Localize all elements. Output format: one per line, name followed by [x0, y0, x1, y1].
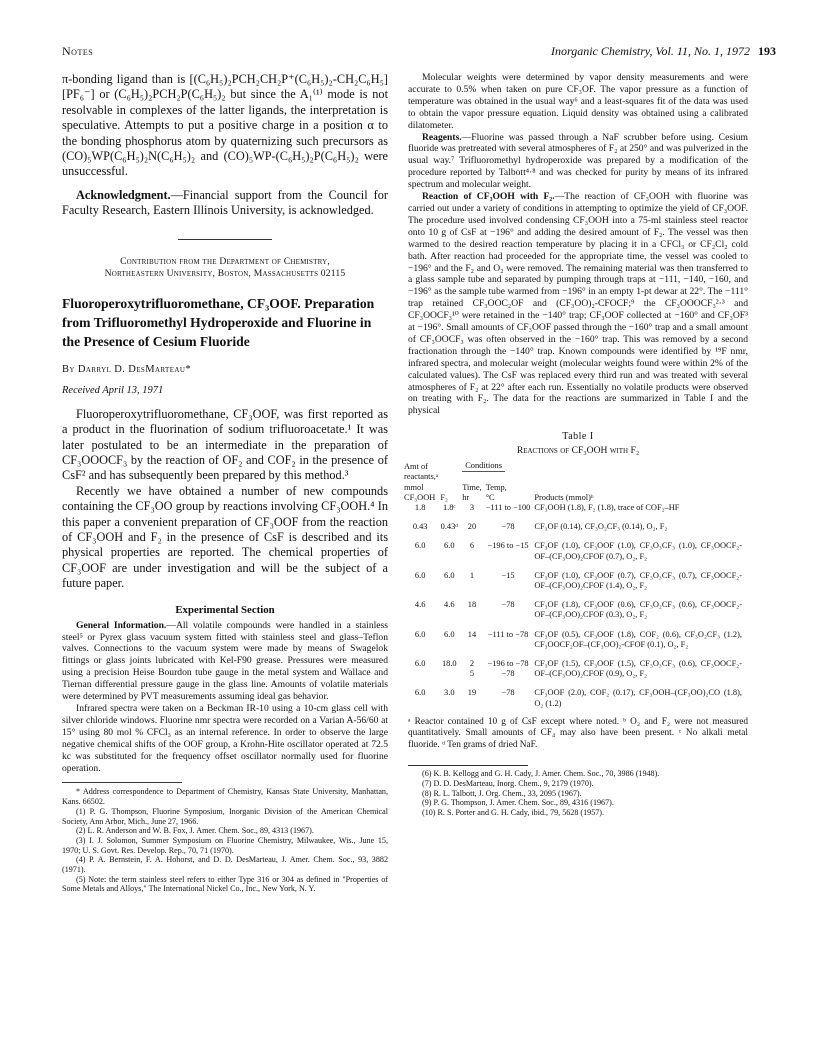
cell-cf3ooh: 4.6 [414, 600, 426, 610]
footnote: (9) P. G. Thompson, J. Amer. Chem. Soc., 89, 4316 (1967). [422, 798, 614, 808]
cell-temp: −111 to −100 [485, 502, 531, 512]
table-row [402, 513, 744, 532]
table-header-time: Time, [462, 482, 482, 492]
contribution-institution: Northeastern University, Boston, Massachusetts 02115 [104, 267, 346, 279]
cell-time: 18 [467, 600, 477, 610]
footnote: (2) L. R. Anderson and W. B. Fox, J. Amer. Chem. Soc., 89, 4313 (1967). [76, 826, 314, 836]
cell-f2: 6.0 [444, 629, 455, 639]
cell-cf3ooh: 6.0 [414, 629, 426, 639]
cell-temp: −78 [501, 600, 515, 610]
footnotes-left [62, 787, 388, 894]
table-header-amount: Amt of [404, 462, 428, 472]
footnote-divider [62, 782, 182, 783]
footnote: (10) R. S. Porter and G. H. Cady, ibid., 79, 5628 (1957). [422, 808, 605, 818]
table-header-cf3ooh: CF₃OOH [404, 492, 436, 502]
section-name: Notes [62, 44, 94, 58]
journal-name: Inorganic Chemistry, Vol. 11, No. 1, 1972 [551, 44, 750, 58]
intro-paragraph-1: Fluoroperoxytrifluoromethane, CF₃OOF, was first reported as a product in the fluorination of sodium trifluoroacetate.¹ It was later postulated to be an intermediate in the preparation of CF₃OOOCF₃ by the reaction of OF₂ and COF₂ in the presence of CsF² and has subsequently been prepared by this method.³ [62, 406, 388, 483]
cell-time: 2 5 [469, 658, 475, 679]
table-header-products: Products (mmol)ᵇ [534, 492, 594, 502]
acknowledgment [62, 188, 388, 219]
footnote: (4) P. A. Bernstein, F. A. Hohorst, and D. D. DesMarteau, J. Amer. Chem. Soc., 93, 3882 (1971). [62, 855, 388, 875]
footnote: (1) P. G. Thompson, Fluorine Symposium, Inorganic Division of the American Chemical Society, Ann Arbor, Mich., June 27, 1966. [62, 806, 388, 826]
received-date: Received April 13, 1971 [62, 384, 164, 396]
cell-temp: −111 to −78 [487, 629, 529, 639]
cell-time: 20 [467, 522, 477, 532]
contribution-line [62, 256, 388, 280]
general-information-text: —All volatile compounds were handled in a stainless steel⁵ or Pyrex glass vacuum system fitted with stainless steel and glass–Teflon valves. Connections to the vacuum system were made by means of Swagelok fittings or glass joints lubricated with Kel-F90 grease. Pressures were measured using a precision Heise Bourdon tube gauge in the metal system and Wallace and Tiernan differential pressure gauge in the glass line. Amounts of volatile materials were determined by PVT measurements assuming ideal gas behavior. [62, 619, 389, 703]
footnote: (8) R. L. Talbott, J. Org. Chem., 33, 2095 (1967). [422, 788, 582, 798]
cell-products: CF₃OF (1.5), CF₃OOF (1.5), CF₃O₃CF₃ (0.6), CF₃OOCF₂-OF–(CF₃OO)₂CFOF (0.9), O₂, F₂ [534, 658, 742, 679]
reaction-text: —The reaction of CF₃OOH with fluorine was carried out under a variety of conditions in attempting to optimize the yield of CF₃OOF. The procedure used involved condensing CF₃OOH into a 75-ml stainless steel reactor onto 10 g of CsF at −196° and adding the desired amount of F₂. The vessel was then warmed to the desired reaction temperature by placing it in a CFCl₃ or CF₂Cl₂ cold bath. After reaction had proceeded for the appropriate time, the vessel was cooled to −196° and the F₂ and O₂ were removed. The remaining material was then transferred to a glass sample tube and separated by pumping through traps at −111, −140, −160, and −196° as the sample tube warmed from −196° in an empty 1-pt dewar at 22°. The −111° trap retained CF₃OOC₂OF and (CF₃OO)₂-CFOCF;⁹ the CF₃OOOCF₃²·³ and CF₃OOCF₃¹⁰ were retained in the −140° trap; CF₃OOF collected at −160° and CF₃OF³ at −196°. Small amounts of CF₃OOF passed through the −160° trap and a small amount of CF₃OOCF₃ was often observed in the −160° trap. This was removed by a second fractionation through the −140° trap. Known compounds were identified by ¹⁹F nmr, infrared spectra, and molecular weight (molecular weights found were within 2% of the calculated values). The CsF was replaced every third run and was treated with several atmospheres of F₂ at 22° after each run. Essentially no volatile products were observed on treating with F₂. The data for the reactions are summarized in Table I and the physical [408, 191, 748, 417]
spectra-paragraph: Infrared spectra were taken on a Beckman IR-10 using a 10-cm glass cell with silver chloride windows. Fluorine nmr spectra were recorded on a Varian A-56/60 at 15° using 80 mol % CFCl₃ as an internal reference. In order to observe the large negative chemical shifts of the OOF group, a Krohn-Hite oscillator operated at 72.5 kc was substituted for the frequency offset oscillator normally used for fluorine operation. [62, 703, 388, 774]
cell-temp: −78 [501, 688, 515, 698]
cell-products: CF₃OF (1.8), CF₃OOF (0.6), CF₃O₂CF₃ (0.6), CF₃OOCF₂-OF–(CF₃OO)₂CFOF (0.3), O₂, F₂ [534, 600, 742, 620]
table-row [402, 621, 744, 650]
acknowledgment-heading: Acknowledgment. [76, 187, 171, 202]
left-column [62, 72, 388, 894]
cell-cf3ooh: 6.0 [414, 541, 426, 551]
author-byline: By Darryl D. DesMarteau* [62, 363, 191, 375]
footnote: (7) D. D. DesMarteau, Inorg. Chem., 9, 2179 (1970). [422, 778, 594, 788]
reagents-text: —Fluorine was passed through a NaF scrubber before using. Cesium fluoride was pretreated with several atmospheres of F₂ at 250° and was pulverized in the usual way.⁷ Trifluoromethyl hydroperoxide was prepared by a modification of the procedure reported by Talbott⁴·⁸ and was checked for purity by means of its infrared spectrum and molecular weight. [408, 131, 748, 191]
table-label: Table I [562, 431, 594, 443]
footnote: (3) I. J. Solomon, Summer Symposium on Fluorine Chemistry, Milwaukee, Wis., June 15, 1970; U. S. Govt. Res. Develop. Rep., 70, 71 (1970). [62, 835, 388, 855]
table-header-time-unit: hr [462, 492, 470, 502]
journal-citation [551, 44, 776, 59]
reaction-paragraph [408, 191, 748, 417]
cell-temp: −15 [501, 570, 515, 580]
cell-products: CF₃OF (0.5), CF₃OOF (1.8), COF₂ (0.6), CF₃O₂CF₃ (1.2), CF₃OOCF₂OF–(CF₃OO)₂-CFOF (0.1), O₂, F₂ [534, 629, 742, 649]
cell-f2: 1.8ᶜ [442, 502, 456, 512]
reagents-paragraph [408, 132, 748, 192]
footnote-divider [408, 765, 528, 766]
table-row [402, 679, 744, 708]
cell-products: CF₃OF (1.0), CF₃OOF (0.7), CF₃O₃CF₃ (0.7), CF₃OOCF₂-OF–(CF₃OO)₂CFOF (1.4), O₂, F₂ [534, 570, 742, 590]
table-row [402, 650, 744, 679]
cell-cf3ooh: 6.0 [414, 688, 426, 698]
cell-f2: 4.6 [444, 600, 455, 610]
table-row [402, 532, 744, 561]
cell-cf3ooh: 6.0 [414, 570, 426, 580]
table-header-temp-unit: °C [485, 492, 495, 502]
table-header-reactants: reactants,ᵃ mmol [404, 472, 439, 492]
cell-time: 19 [467, 688, 477, 698]
footnotes-right [408, 769, 748, 818]
continued-paragraph: π-bonding ligand than is [(C₆H₅)₂PCH₂CH₂P⁺(C₆H₅)₂-CH₂C₆H₅][PF₆⁻] or (C₆H₅)₂PCH₂P(C₆H₅)₂ but since the A₁⁽¹⁾ mode is not resolvable in complexes of the latter ligands, the interpretation is speculative. Attempts to put a positive charge in a position α to the bonding phosphorus atom by quaternizing such precursors as (CO)₅WP(C₆H₅)₂N(C₆H₅)₂ and (CO)₅WP-(C₆H₅)₂P(C₆H₅)₂ were unsuccessful. [62, 72, 388, 179]
cell-cf3ooh: 0.43 [412, 522, 428, 532]
acknowledgment-text: —Financial support from the Council for Faculty Research, Eastern Illinois University, is acknowledged. [62, 187, 388, 218]
cell-f2: 18.0 [441, 658, 457, 668]
cell-products: CF₃OOH (1.8), F₂ (1.8), trace of COF₂–HF [534, 502, 680, 512]
general-information-heading: General Information. [76, 619, 167, 631]
cell-products: CF₃OOF (2.0), COF₂ (0.17), CF₃OOH–(CF₃OO)₂CO (1.8), O₂ (1.2) [534, 688, 742, 708]
cell-temp: −196 to −78 −78 [487, 658, 529, 679]
reactions-table [402, 461, 744, 709]
cell-products: CF₃OF (1.0), CF₃OOF (1.0), CF₃O₃CF₃ (1.0), CF₃OOCF₂-OF–(CF₃OO)₂CFOF (0.7), O₂, F₂ [534, 541, 742, 561]
experimental-heading: Experimental Section [175, 603, 275, 616]
cell-cf3ooh: 1.8 [414, 502, 426, 512]
footnote: (5) Note: the term stainless steel refers to either Type 316 or 304 as defined in "Properties of Some Metals and Alloys," The International Nickel Co., Inc., New York, N. Y. [62, 874, 388, 894]
table-header-f2: F₂ [440, 492, 448, 502]
table-row [402, 503, 744, 513]
footnote: (6) K. B. Kellogg and G. H. Cady, J. Amer. Chem. Soc., 70, 3986 (1948). [422, 769, 660, 779]
cell-f2: 6.0 [444, 570, 455, 580]
article-title: Fluoroperoxytrifluoromethane, CF₃OOF. Preparation from Trifluoromethyl Hydroperoxide and Fluorine in the Presence of Cesium Fluoride [62, 295, 375, 349]
cell-cf3ooh: 6.0 [414, 658, 426, 668]
table-header-temp: Temp, [485, 482, 507, 492]
cell-time: 3 [469, 502, 475, 512]
cell-temp: −196 to −15 [487, 541, 529, 551]
conditions-label: Conditions [462, 461, 505, 472]
cell-temp: −78 [501, 522, 515, 532]
general-information [62, 620, 388, 703]
molecular-weight-paragraph: Molecular weights were determined by vapor density measurements and were accurate to 0.5% when taken on pure CF₃OF. The vapor pressure as a function of temperature was obtained in the usual way⁶ and a least-squares fit of the data was used to obtain the vapor pressure equation. Liquid density was obtained using a calibrated dilatometer. [408, 72, 748, 131]
cell-f2: 3.0 [444, 688, 455, 698]
table-footnote: ᵃ Reactor contained 10 g of CsF except where noted. ᵇ O₂ and F₂ were not measured quantitatively. Small amounts of CF₄ may also have been present. ᶜ No alkali metal fluoride. ᵈ Ten grams of dried NaF. [408, 716, 748, 750]
table-header-conditions [460, 461, 532, 472]
contribution-department: Contribution from the Department of Chemistry, [120, 255, 330, 267]
footnote: * Address correspondence to Department of Chemistry, Kansas State University, Manhattan, Kans. 66502. [62, 787, 388, 807]
divider [178, 239, 272, 240]
cell-products: CF₃OF (0.14), CF₃O₂CF₃ (0.14), O₂, F₂ [534, 522, 668, 532]
intro-paragraph-2: Recently we have obtained a number of new compounds containing the CF₃OO group by reactions involving CF₃OOH.⁴ In this paper a convenient preparation of CF₃OOF from the reaction of CF₃OOH and F₂ in the presence of CsF is described and its physical properties are reported. The chemical properties of CF₃OOF are under investigation and will be the subject of a future paper. [62, 483, 388, 591]
table-row [402, 562, 744, 591]
right-column [404, 72, 748, 818]
reagents-heading: Reagents. [422, 131, 462, 143]
table-row [402, 591, 744, 620]
cell-f2: 0.43ᵈ [440, 522, 458, 532]
running-header [62, 44, 776, 60]
table-body [402, 503, 744, 709]
page-number: 193 [758, 44, 776, 58]
cell-time: 6 [469, 541, 475, 551]
cell-time: 14 [467, 629, 477, 639]
reaction-heading: Reaction of CF₃OOH with F₂. [422, 191, 555, 203]
table-caption: Reactions of CF₃OOH with F₂ [516, 445, 640, 457]
cell-f2: 6.0 [444, 541, 455, 551]
cell-time: 1 [469, 570, 475, 580]
